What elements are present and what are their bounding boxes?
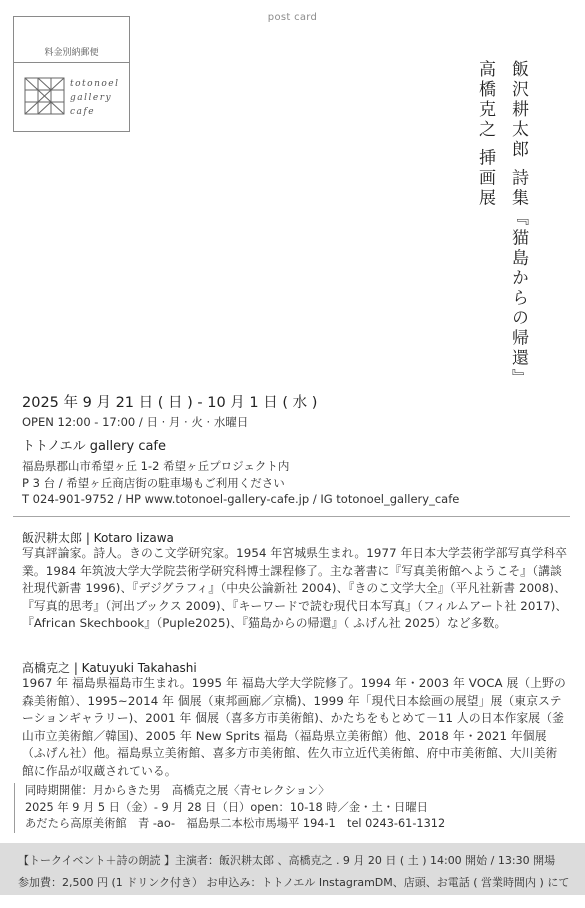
parking-info: P 3 台 / 希望ヶ丘商店街の駐車場もご利用ください	[22, 476, 285, 490]
postage-stamp-box	[13, 16, 130, 132]
gallery-logo-text	[70, 77, 120, 119]
simultaneous-line-2: 2025 年 9 月 5 日（金）- 9 月 28 日（日）open：10-18 時／金・土・日曜日	[25, 800, 428, 814]
section-divider	[13, 516, 570, 517]
simultaneous-line-1: 同時期開催：月からきた男 高橋克之展〈青セレクション〉	[25, 784, 330, 797]
postage-paid-text: 料金別納郵便	[44, 48, 99, 58]
simultaneous-line-3: あだたら高原美術館 青 -ao- 福島県二本松市馬場平 194-1 tel 0243-61-1312	[25, 817, 446, 830]
talk-event-info: 【トークイベント＋詩の朗読 】主演者：飯沢耕太郎 、高橋克之 . 9 月 20 日 ( 土 ) 14:00 開始 / 13:30 開場	[18, 854, 556, 867]
logo-line-2: gallery	[70, 93, 113, 103]
bio-name-takahashi: 高橋克之 | Katuyuki Takahashi	[22, 661, 197, 675]
contact-info: T 024-901-9752 / HP www.totonoel-gallery-cafe.jp / IG totonoel_gallery_cafe	[22, 492, 460, 506]
logo-line-1: totonoel	[70, 79, 120, 89]
bio-body-iizawa: 写真評論家。詩人。きのこ文学研究家。1954 年宮城県生まれ。1977 年日本大学芸術学部写真学科卒業。1984 年筑波大学大学院芸術学研究科博士課程修了。主な著書に『写真美術館へようこそ』（講談社現代新書 1996)、『デジグラフィ』（中央公論新社 2004)、『きのこ文学大全』（平凡社新書 2008)、『写真的思考』（河出ブックス 2009)、『キーワードで読む現代日本写真』（フィルムアート社 2017)、『African Skechbook』（Puple2025)、『猫島からの帰還』（ ふげん社 2025）など多数。	[22, 546, 568, 630]
opening-hours: OPEN 12:00 - 17:00 / 日 · 月 · 火 · 水曜日	[22, 415, 249, 429]
simultaneous-exhibition	[14, 783, 570, 833]
exhibition-title-main: 飯沢耕太郎 詩集『猫島からの帰還』	[508, 60, 528, 389]
logo-line-3: cafe	[70, 107, 96, 117]
stamp-divider	[14, 62, 129, 63]
postcard-label: post card	[267, 12, 318, 23]
talk-event-fee: 参加費：2,500 円 (1 ドリンク付き） お申込み：トトノエル InstagramDM、店頭、お電話 ( 営業時間内 ) にて	[18, 876, 570, 889]
gallery-logo-icon	[24, 77, 66, 117]
event-date: 2025 年 9 月 21 日 ( 日 ) - 10 月 1 日 ( 水 )	[22, 395, 318, 411]
venue-name: トトノエル gallery cafe	[22, 439, 167, 454]
bio-body-takahashi: 1967 年 福島県福島市生まれ。1995 年 福島大学大学院修了。1994 年・2003 年 VOCA 展（上野の森美術館）、1995~2014 年 個展（東邦画廊／京橋)、1999 年「現代日本絵画の展望」展（東京ステーションギャラリー)、2001 年 個展（喜多方市美術館)、かたちをもとめて－11 人の日本作家展（釜山市立美術館／韓国)、2005 年 New Sprits 福島（福島県立美術館）他、2018 年・2021 年個展（ふげん社）他。福島県立美術館、喜多方市美術館、佐久市立近代美術館、府中市美術館、大川美術館に作品が収蔵されている。	[22, 676, 566, 778]
exhibition-title-sub: 高橋克之 挿画展	[475, 60, 495, 209]
bio-name-iizawa: 飯沢耕太郎 | Kotaro Iizawa	[22, 531, 174, 545]
venue-address: 福島県郡山市希望ヶ丘 1-2 希望ヶ丘プロジェクト内	[22, 459, 290, 473]
